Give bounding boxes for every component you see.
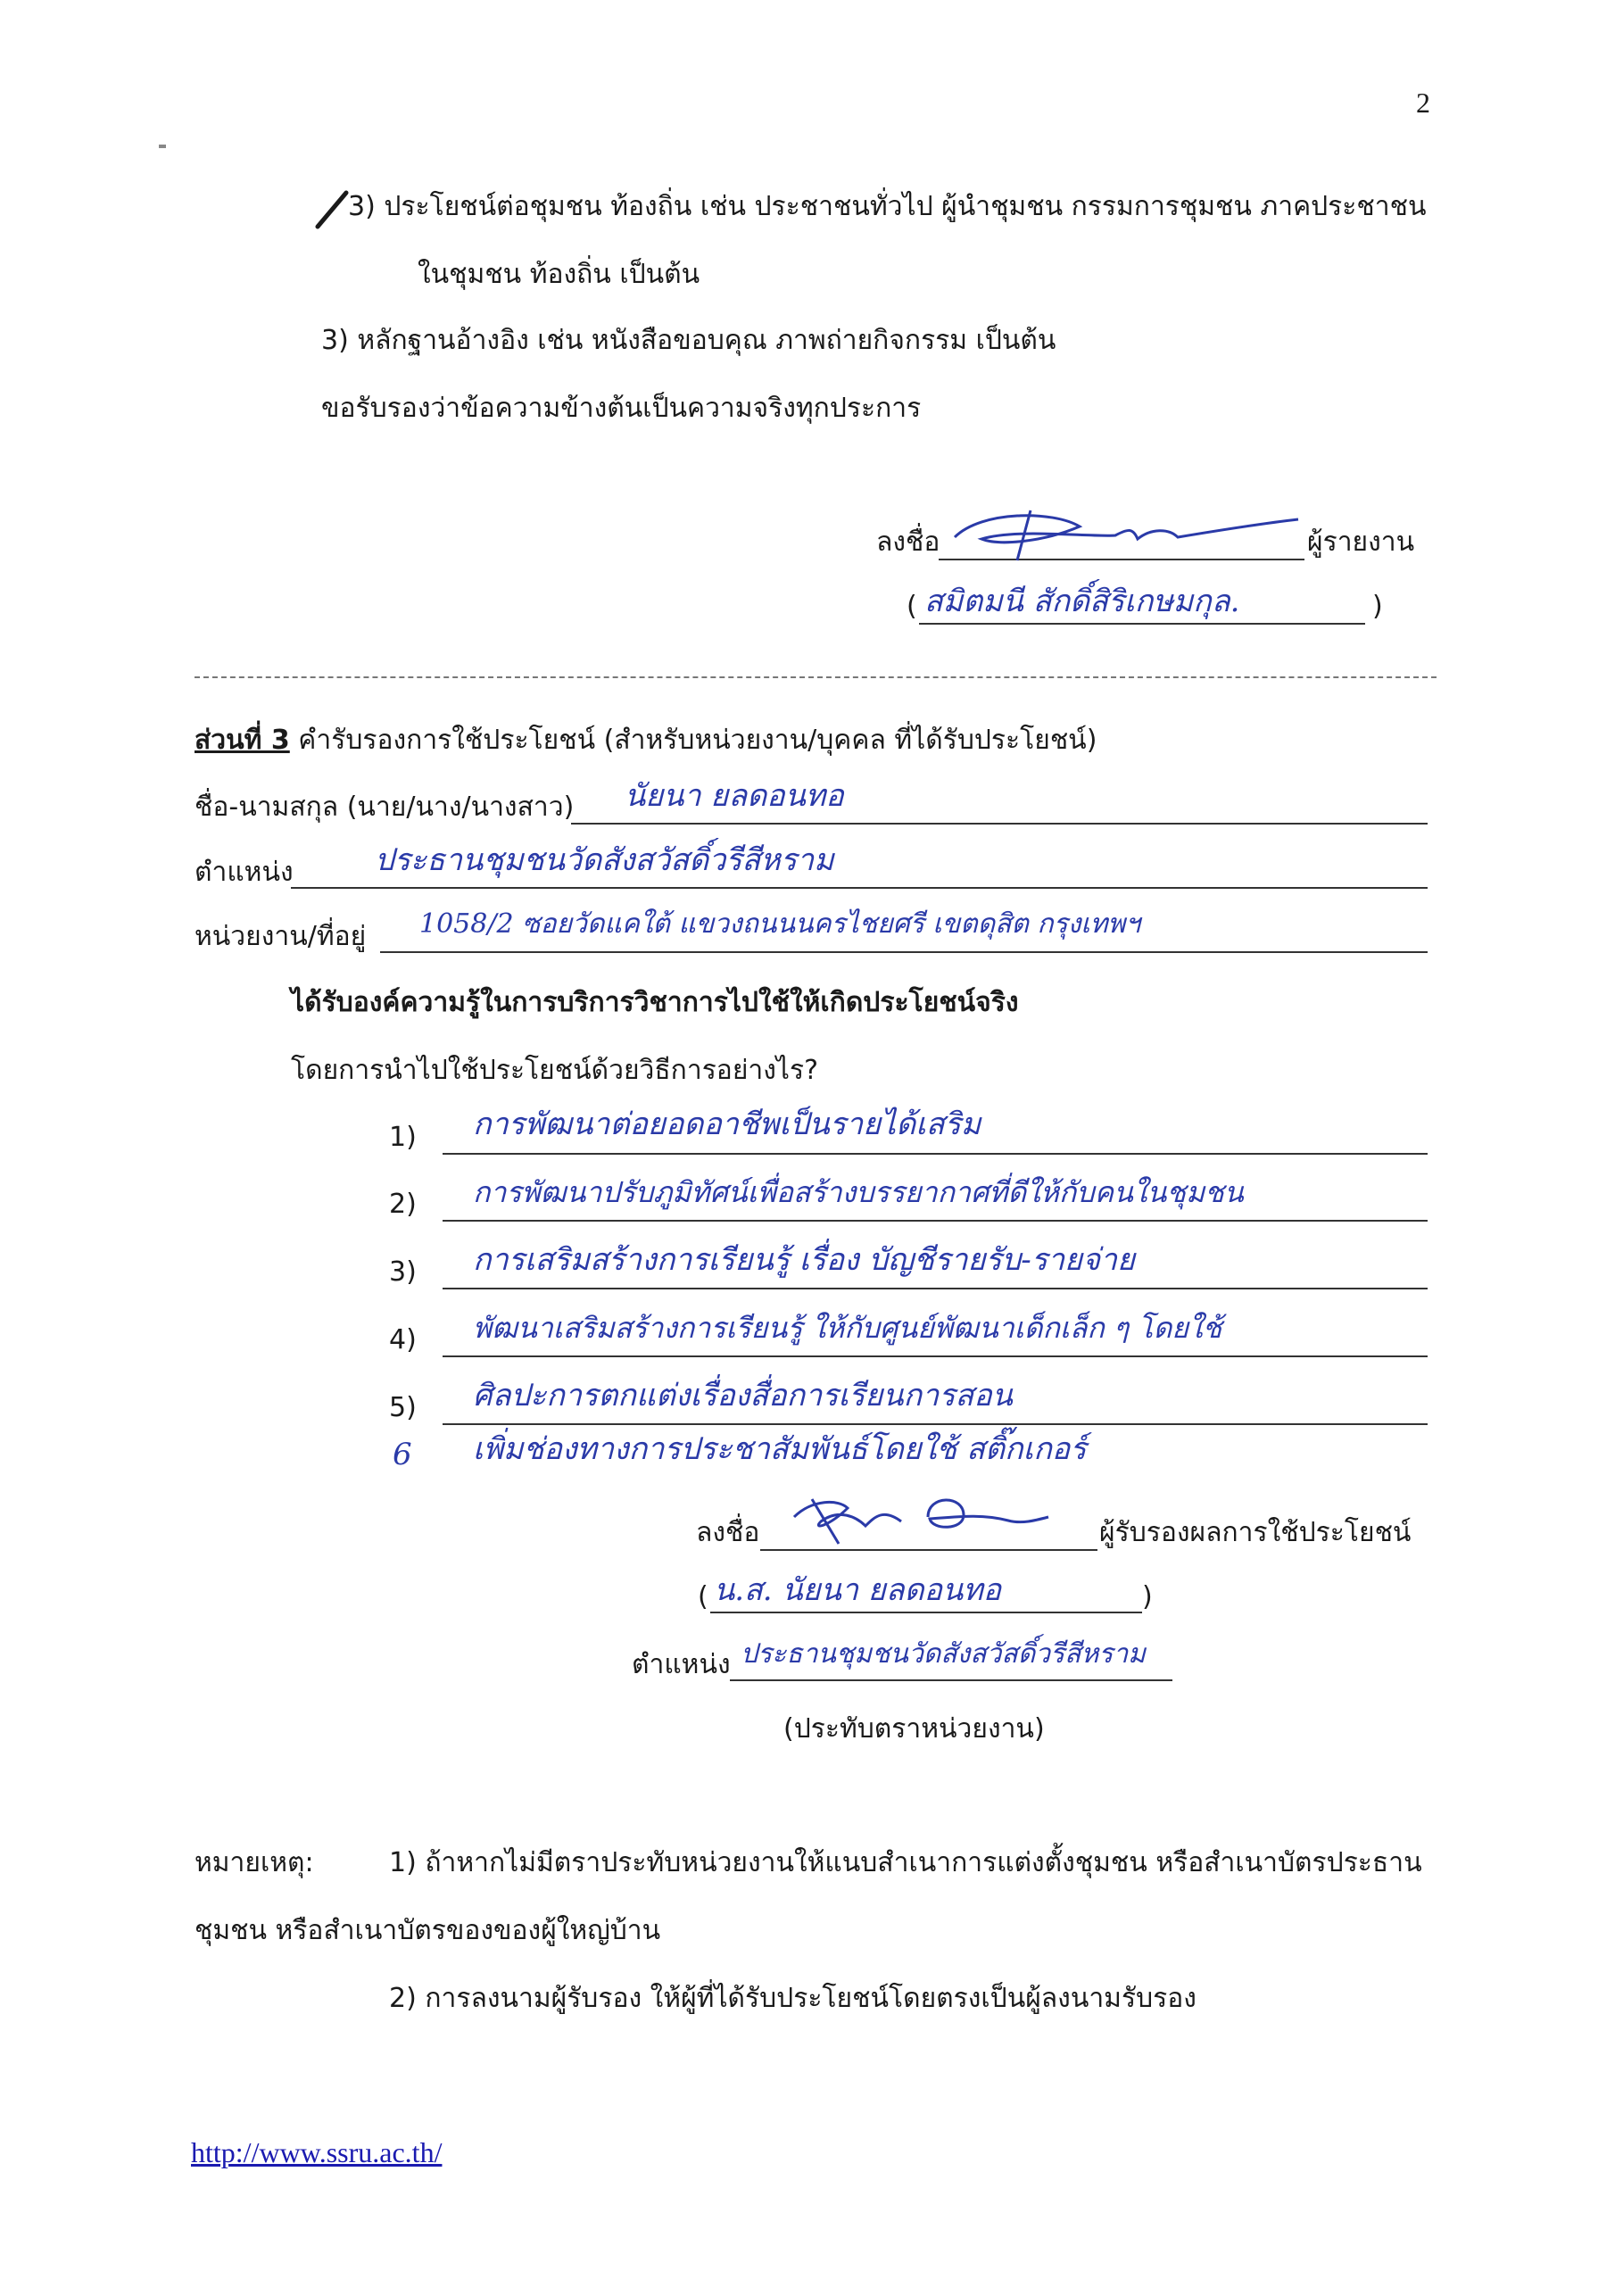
method-question: โดยการนำไปใช้ประโยชน์ด้วยวิธีการอย่างไร? — [291, 1055, 819, 1086]
note-1-cont: ชุมชน หรือสำเนาบัตรของของผู้ใหญ่บ้าน — [195, 1915, 661, 1946]
certifier-name-open: ( — [698, 1581, 708, 1612]
section-divider — [195, 676, 1437, 678]
certifier-position-label: ตำแหน่ง — [632, 1649, 731, 1680]
method-line — [443, 1220, 1428, 1222]
certify-statement: ขอรับรองว่าข้อความข้างต้นเป็นความจริงทุกประการ — [321, 393, 922, 424]
reporter-sign-label: ลงชื่อ — [876, 526, 940, 558]
page-number: 2 — [1416, 87, 1430, 119]
reporter-label: ผู้รายงาน — [1307, 526, 1415, 558]
method-line — [443, 1423, 1428, 1425]
section3-number: ส่วนที่ 3 — [195, 725, 290, 756]
method-text: การเสริมสร้างการเรียนรู้ เรื่อง บัญชีรายรับ-รายจ่าย — [473, 1242, 1135, 1278]
note-2: 2) การลงนามผู้รับรอง ให้ผู้ที่ได้รับประโยชน์โดยตรงเป็นผู้ลงนามรับรอง — [389, 1983, 1197, 2014]
knowledge-heading: ได้รับองค์ความรู้ในการบริการวิชาการไปใช้ให้เกิดประโยชน์จริง — [291, 987, 1019, 1018]
checkmark-icon — [314, 187, 350, 232]
name-value: นัยนา ยลดอนทอ — [625, 778, 844, 814]
section3-title: คำรับรองการใช้ประโยชน์ (สำหรับหน่วยงาน/บุคคล ที่ได้รับประโยชน์) — [289, 725, 1097, 756]
evidence-item-3: 3) หลักฐานอ้างอิง เช่น หนังสือขอบคุณ ภาพถ่ายกิจกรรม เป็นต้น — [321, 325, 1056, 356]
method-number: 5) — [389, 1392, 417, 1423]
benefit-item-3: 3) ประโยชน์ต่อชุมชน ท้องถิ่น เช่น ประชาชนทั่วไป ผู้นำชุมชน กรรมการชุมชน ภาคประชาชน — [348, 191, 1427, 222]
method-line — [443, 1288, 1428, 1289]
name-line — [571, 823, 1428, 825]
method-text: การพัฒนาปรับภูมิทัศน์เพื่อสร้างบรรยากาศที่ดีให้กับคนในชุมชน — [473, 1175, 1244, 1209]
reporter-name-close: ) — [1372, 591, 1383, 622]
benefit-item-3-cont: ในชุมชน ท้องถิ่น เป็นต้น — [418, 259, 700, 290]
note-1: 1) ถ้าหากไม่มีตราประทับหน่วยงานให้แนบสำเนาการแต่งตั้งชุมชน หรือสำเนาบัตรประธาน — [389, 1847, 1422, 1878]
method-text: การพัฒนาต่อยอดอาชีพเป็นรายได้เสริม — [473, 1107, 981, 1142]
method-line — [443, 1153, 1428, 1155]
footer-url-link[interactable]: http://www.ssru.ac.th/ — [191, 2136, 443, 2168]
certifier-name-line — [710, 1612, 1142, 1613]
method-text: พัฒนาเสริมสร้างการเรียนรู้ ให้กับศูนย์พัฒนาเด็กเล็ก ๆ โดยใช้ — [473, 1311, 1222, 1345]
position-value: ประธานชุมชนวัดสังสวัสดิ์วรีสีหราม — [375, 842, 834, 878]
name-label: ชื่อ-นามสกุล (นาย/นาง/นางสาว) — [195, 792, 575, 823]
reporter-name-open: ( — [907, 591, 917, 622]
method-number-handwritten: 6 — [393, 1437, 412, 1472]
notes-label: หมายเหตุ: — [195, 1847, 314, 1878]
method-text: เพิ่มช่องทางการประชาสัมพันธ์โดยใช้ สติ๊กเกอร์ — [473, 1431, 1087, 1467]
method-number: 3) — [389, 1256, 417, 1288]
address-line — [380, 951, 1428, 953]
stamp-note: (ประทับตราหน่วยงาน) — [783, 1713, 1045, 1745]
certifier-name: น.ส. นัยนา ยลดอนทอ — [714, 1572, 1002, 1608]
method-number: 1) — [389, 1122, 417, 1153]
position-label: ตำแหน่ง — [195, 857, 294, 888]
scan-mark — [159, 145, 166, 148]
address-value: 1058/2 ซอยวัดแคใต้ แขวงถนนนครไชยศรี เขตดุสิต กรุงเทพฯ — [419, 908, 1140, 940]
certifier-label: ผู้รับรองผลการใช้ประโยชน์ — [1099, 1517, 1412, 1548]
certifier-signature — [776, 1481, 1062, 1553]
reporter-signature — [946, 501, 1303, 564]
method-number: 2) — [389, 1189, 417, 1220]
certifier-position-value: ประธานชุมชนวัดสังสวัสดิ์วรีสีหราม — [741, 1638, 1146, 1670]
certifier-position-line — [730, 1679, 1172, 1681]
reporter-name-line — [919, 623, 1365, 625]
section3-heading — [195, 723, 1097, 758]
position-line — [291, 887, 1428, 889]
method-number: 4) — [389, 1324, 417, 1355]
certifier-name-close: ) — [1142, 1581, 1153, 1612]
method-line — [443, 1355, 1428, 1357]
method-text: ศิลปะการตกแต่งเรื่องสื่อการเรียนการสอน — [473, 1378, 1013, 1413]
reporter-name: สมิตมนี สักดิ์สิริเกษมกุล. — [924, 584, 1240, 619]
address-label: หน่วยงาน/ที่อยู่ — [195, 921, 367, 952]
certifier-sign-label: ลงชื่อ — [696, 1517, 760, 1548]
